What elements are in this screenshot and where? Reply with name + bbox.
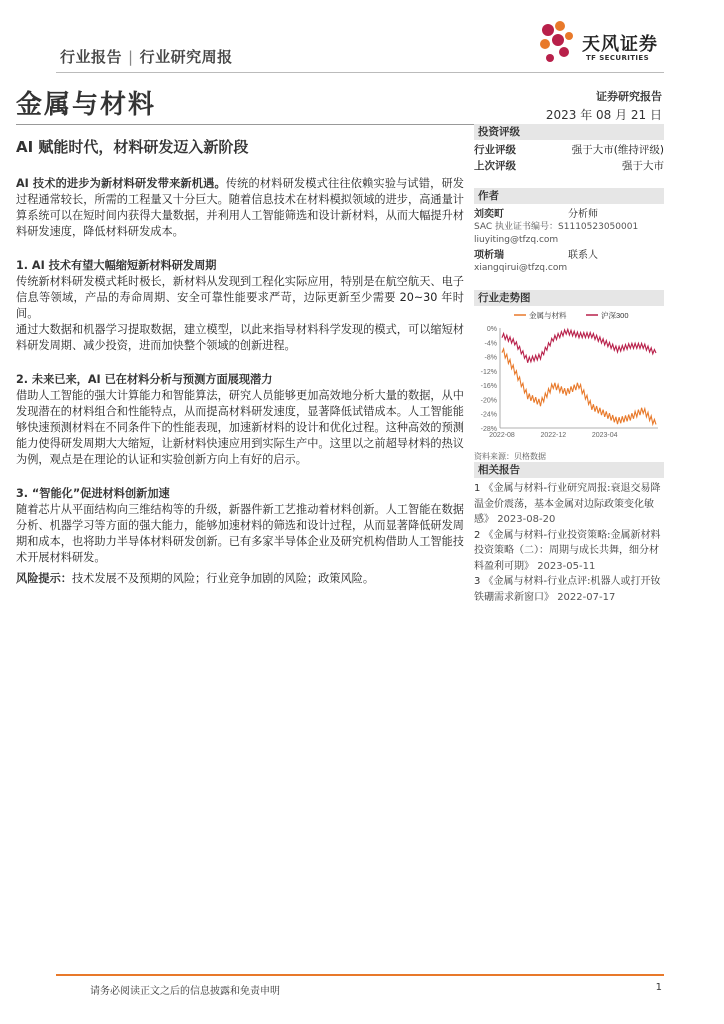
related-section <box>474 462 664 605</box>
author-section <box>474 188 664 275</box>
subcategory-label: 行业研究周报 <box>139 48 233 66</box>
lead-text: 传统的材料研发模式往往依赖实验与试错，研发过程通常较长，所需的工程量又十分巨大。随着信息技术在材料模拟领域的进步，高通量计算系统可以在短时间内获得大量数据，并利用人工智能筛选和设计新材料，从而大幅提升材料研发速度，降低材料研发成本。 <box>16 177 464 238</box>
risk-label: 风险提示： <box>16 572 72 585</box>
main-body <box>16 176 464 566</box>
author-2-name: 项析瑞 <box>474 250 504 261</box>
category-label: 行业报告 <box>60 48 123 66</box>
previous-rating-row <box>474 156 664 172</box>
y-tick-label: 0% <box>486 326 497 333</box>
y-tick-label: -20% <box>480 397 497 405</box>
x-tick-label: 2022-08 <box>489 432 515 439</box>
series-line <box>502 349 656 425</box>
brand-logo <box>534 16 664 68</box>
page-number: 1 <box>655 982 662 993</box>
footer-disclaimer[interactable]: 请务必阅读正文之后的信息披露和免责申明 <box>90 986 280 997</box>
legend-label: 金属与材料 <box>529 311 567 320</box>
section-1-paragraph-2: 通过大数据和机器学习提取数据，建立模型，以此来指导材料科学发现的模式，可以缩短材料研发周期、减少投资，进而加快整个领域的创新进程。 <box>16 323 464 352</box>
y-tick-label: -16% <box>480 383 497 391</box>
category-separator: | <box>128 48 134 66</box>
x-tick-label: 2023-04 <box>591 432 618 439</box>
section-2-title: 2. 未来已来，AI 已在材料分析与预测方面展现潜力 <box>16 373 273 386</box>
author-2-email[interactable]: xiangqirui@tfzq.com <box>474 263 568 273</box>
section-2-paragraph: 借助人工智能的强大计算能力和智能算法，研究人员能够更加高效地分析大量的数据，从中发现潜在的材料组合和性能特点，从而提高材料研发速度，显著降低试错成本。人工智能能够快速预测材料在不同条件下的性能表现，加速新材料的设计和优化过程。这种高效的预测能力使得研发周期大大缩短，让新材料快速应用到实际生产中。这里以之前超导材料的热议为例，观点是在理论的认证和实验创新方向上有好的启示。 <box>16 389 464 466</box>
author-1-email[interactable]: liuyiting@tfzq.com <box>474 235 559 245</box>
trend-section <box>474 290 664 462</box>
section-3-title: 3. “智能化”促进材料创新加速 <box>16 487 170 500</box>
section-1-paragraph-1: 传统新材料研发模式耗时极长，新材料从发现到工程化实际应用，特别是在航空航天、电子信息等领域，产品的寿命周期、安全可靠性能要求严苛，边际更新至少需要 20~30 年时间。 <box>16 275 464 320</box>
author-2 <box>474 249 664 275</box>
lead-paragraph <box>16 176 464 240</box>
header-divider <box>56 72 664 73</box>
related-report-1[interactable]: 1 《金属与材料-行业研究周报:衰退交易降温金价震荡，基本金属对边际政策变化敏感》 2023-08-20 <box>474 483 661 525</box>
previous-rating-label: 上次评级 <box>474 160 516 172</box>
logo-icon <box>534 16 580 68</box>
rating-section <box>474 124 664 172</box>
trend-heading: 行业走势图 <box>474 290 664 306</box>
footer-divider <box>56 974 664 976</box>
rating-value: 强于大市(维持评级) <box>571 144 664 156</box>
related-report-3[interactable]: 3 《金属与材料-行业点评:机器人或打开钕铁硼需求新窗口》 2022-07-17 <box>474 576 661 603</box>
rating-heading: 投资评级 <box>474 124 664 140</box>
document-title: AI 赋能时代，材料研发迈入新阶段 <box>16 138 249 156</box>
risk-text: 技术发展不及预期的风险；行业竞争加剧的风险；政策风险。 <box>71 572 375 585</box>
section-3-paragraph: 随着芯片从平面结构向三维结构等的升级，新器件新工艺推动着材料创新。人工智能在数据分析、机器学习等方面的强大能力，能够加速材料的筛选和设计过程，从而显著降低研发周期和成本，也将助力半导体材料研发创新。已有多家半导体企业及研究机构借助人工智能技术开展材料研发。 <box>16 503 464 564</box>
rating-row <box>474 140 664 156</box>
logo-text-en: TF SECURITIES <box>586 54 650 62</box>
author-1 <box>474 208 664 247</box>
trend-chart <box>474 306 664 446</box>
rating-label: 行业评级 <box>474 144 516 156</box>
risk-warning <box>16 570 374 586</box>
y-tick-label: -24% <box>480 411 497 419</box>
report-date: 2023 年 08 月 21 日 <box>545 108 662 122</box>
y-tick-label: -12% <box>480 368 497 376</box>
industry-title: 金属与材料 <box>16 90 157 120</box>
chart-source: 资料来源：贝格数据 <box>474 452 546 461</box>
report-type: 证券研究报告 <box>596 90 662 103</box>
series-line <box>502 329 656 362</box>
section-1-title: 1. AI 技术有望大幅缩短新材料研发周期 <box>16 259 217 272</box>
author-1-sac: SAC 执业证书编号：S1110523050001 <box>474 222 639 232</box>
related-report-2[interactable]: 2 《金属与材料-行业投资策略:金属新材料投资策略（二）：周期与成长共舞，细分材料盈利可期》 2023-05-11 <box>474 529 661 572</box>
author-2-role: 联系人 <box>568 250 598 261</box>
author-1-name: 刘奕町 <box>474 209 504 220</box>
y-tick-label: -8% <box>484 354 497 362</box>
author-heading: 作者 <box>474 188 664 204</box>
y-tick-label: -28% <box>480 426 497 433</box>
related-heading: 相关报告 <box>474 462 664 478</box>
y-tick-label: -4% <box>484 340 497 348</box>
x-tick-label: 2022-12 <box>540 432 567 439</box>
author-1-role: 分析师 <box>568 209 598 220</box>
legend-label: 沪深300 <box>601 311 629 320</box>
previous-rating-value: 强于大市 <box>622 160 664 172</box>
report-category <box>60 46 233 67</box>
logo-text-cn: 天风证券 <box>582 34 658 55</box>
lead-bold: AI 技术的进步为新材料研发带来新机遇。 <box>16 177 226 190</box>
